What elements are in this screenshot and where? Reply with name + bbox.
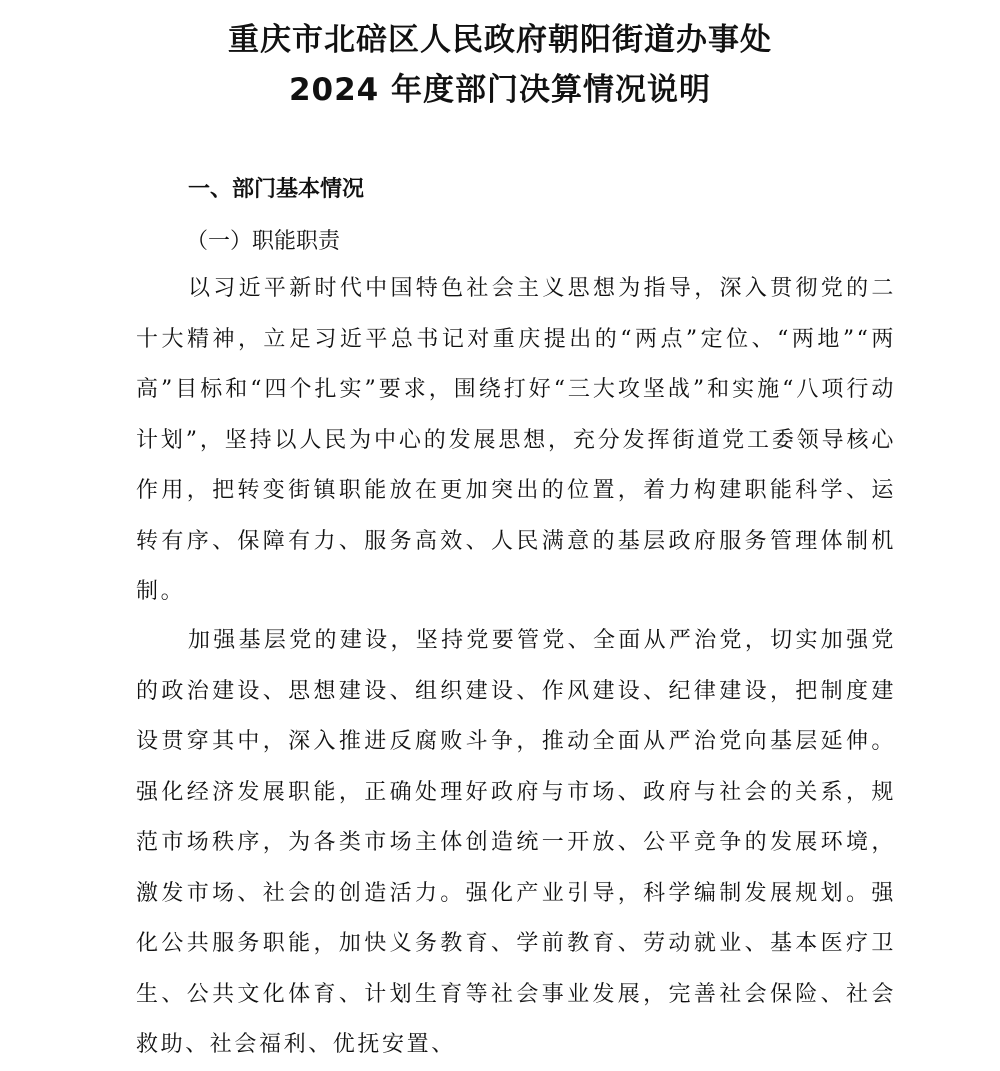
document-title-line-1: 重庆市北碚区人民政府朝阳街道办事处 <box>228 22 772 58</box>
section-heading: 一、部门基本情况 <box>188 177 365 202</box>
document-title-line-2: 2024 年度部门决算情况说明 <box>288 72 712 108</box>
subsection-heading: （一）职能职责 <box>186 229 341 254</box>
body-paragraph-1: 以习近平新时代中国特色社会主义思想为指导，深入贯彻党的二十大精神，立足习近平总书记对重庆提出的“两点”定位、“两地”“两高”目标和“四个扎实”要求，围绕打好“三大攻坚战”和实施“八项行动计划”，坚持以人民为中心的发展思想，充分发挥街道党工委领导核心作用，把转变街镇职能放在更加突出的位置，着力构建职能科学、运转有序、保障有力、服务高效、人民满意的基层政府服务管理体制机制。 <box>136 276 896 604</box>
body-paragraph-2: 加强基层党的建设，坚持党要管党、全面从严治党，切实加强党的政治建设、思想建设、组织建设、作风建设、纪律建设，把制度建设贯穿其中，深入推进反腐败斗争，推动全面从严治党向基层延伸。强化经济发展职能，正确处理好政府与市场、政府与社会的关系，规范市场秩序，为各类市场主体创造统一开放、公平竞争的发展环境，激发市场、社会的创造活力。强化产业引导，科学编制发展规划。强化公共服务职能，加快义务教育、学前教育、劳动就业、基本医疗卫生、公共文化体育、计划生育等社会事业发展，完善社会保险、社会救助、社会福利、优抚安置、 <box>136 628 896 1057</box>
